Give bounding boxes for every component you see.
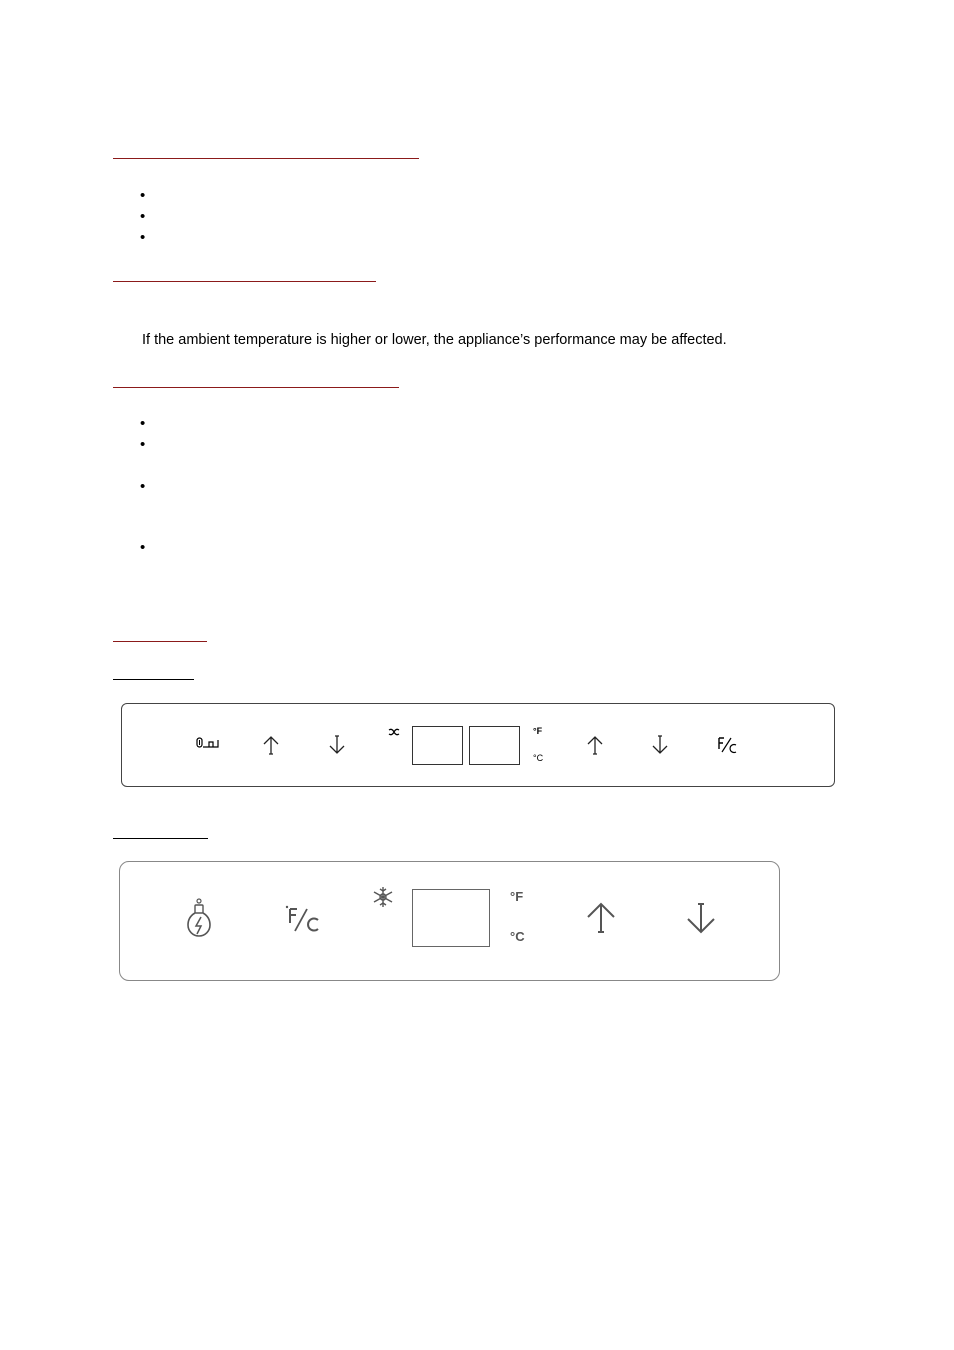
subsection-a-underline xyxy=(113,679,194,680)
left-temperature-display xyxy=(412,726,463,765)
section-1-heading-underline xyxy=(113,158,419,159)
snowflake-icon xyxy=(371,885,395,909)
list-item xyxy=(140,188,145,203)
temperature-display xyxy=(412,889,490,947)
celsius-indicator: °C xyxy=(533,753,544,763)
dual-zone-control-panel xyxy=(121,703,835,787)
single-zone-control-panel xyxy=(119,861,780,981)
right-temperature-display xyxy=(469,726,520,765)
arrow-up-icon[interactable] xyxy=(586,735,604,755)
ambient-temperature-paragraph: If the ambient temperature is higher or lower, the appliance’s performance may be affected. xyxy=(142,332,727,348)
section-3-heading-underline xyxy=(113,387,399,388)
subsection-b-underline xyxy=(113,838,208,839)
arrow-down-icon[interactable] xyxy=(651,735,669,755)
fahrenheit-indicator: °F xyxy=(510,889,524,904)
list-item xyxy=(140,437,145,452)
f-c-toggle-icon[interactable] xyxy=(716,736,738,754)
fan-icon xyxy=(388,728,400,736)
f-c-toggle-icon[interactable] xyxy=(285,905,321,933)
celsius-indicator: °C xyxy=(510,929,525,944)
list-item xyxy=(140,230,145,245)
light-bulb-icon[interactable] xyxy=(186,897,212,939)
list-item xyxy=(140,209,145,224)
list-item xyxy=(140,540,145,555)
fahrenheit-indicator: °F xyxy=(533,726,543,736)
section-2-heading-underline xyxy=(113,281,376,282)
list-item xyxy=(140,416,145,431)
arrow-up-icon[interactable] xyxy=(262,735,280,755)
arrow-down-icon[interactable] xyxy=(686,902,716,934)
list-item xyxy=(140,479,145,494)
section-4-heading-underline xyxy=(113,641,207,642)
arrow-down-icon[interactable] xyxy=(328,735,346,755)
arrow-up-icon[interactable] xyxy=(586,902,616,934)
light-lock-icon[interactable] xyxy=(196,736,220,750)
